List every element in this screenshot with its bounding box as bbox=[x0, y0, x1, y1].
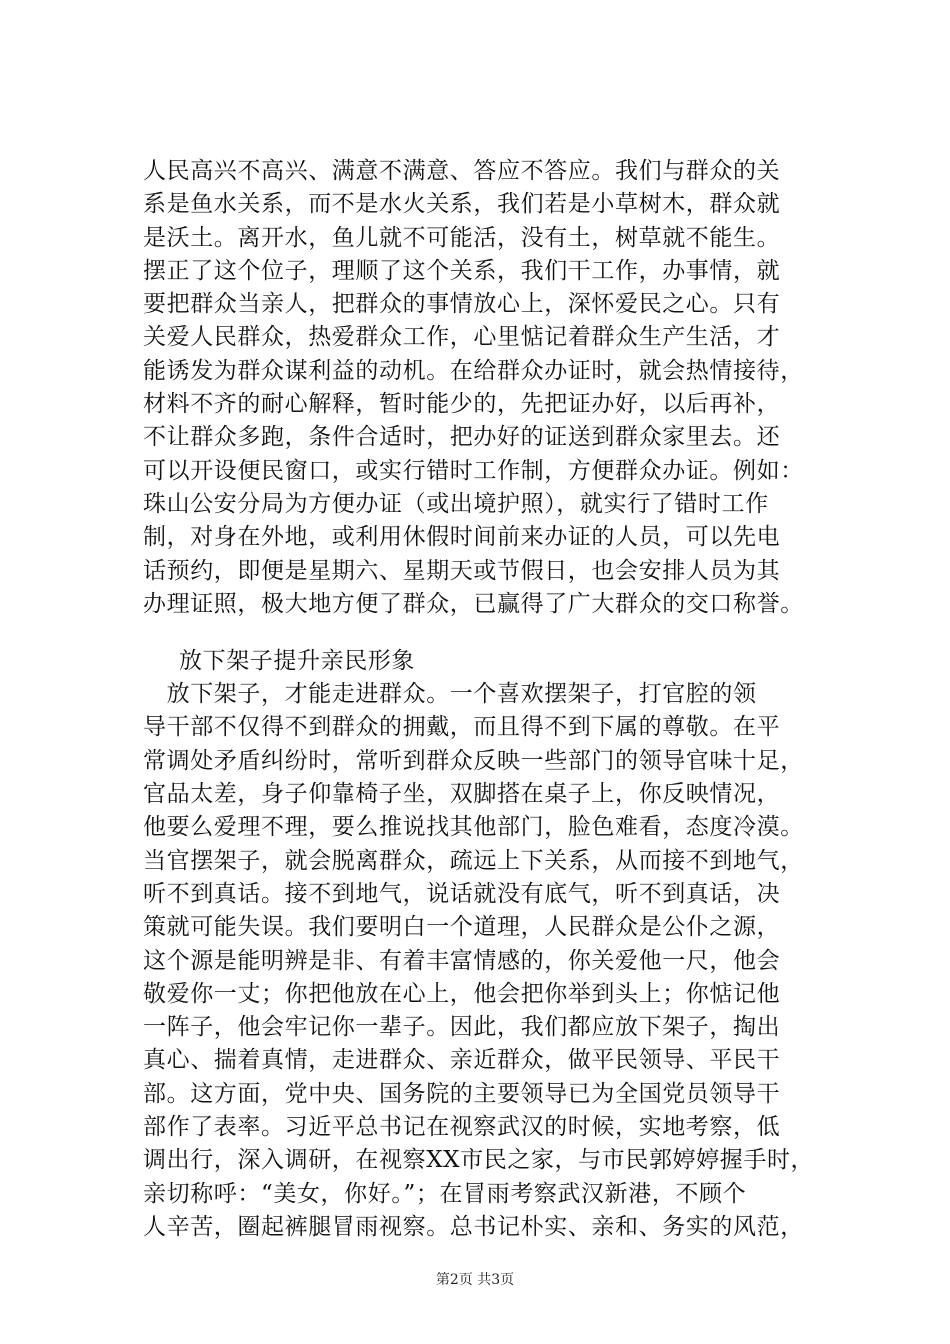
paragraph-spacer bbox=[143, 621, 843, 645]
text-line: 关爱人民群众，热爱群众工作，心里惦记着群众生产生活，才 bbox=[143, 324, 781, 351]
text-line: 亲切称呼：“美女，你好。”；在冒雨考察武汉新港，不顾个 bbox=[143, 1180, 747, 1207]
text-line: 这个源是能明辨是非、有着丰富情感的，你关爱他一尺，他会 bbox=[143, 947, 781, 974]
text-line: 当官摆架子，就会脱离群众，疏远上下关系，从而接不到地气， bbox=[143, 847, 804, 874]
text-line: 导干部不仅得不到群众的拥戴，而且得不到下属的尊敬。在平 bbox=[143, 714, 781, 741]
text-line: 常调处矛盾纠纷时，常听到群众反映一些部门的领导官味十足， bbox=[143, 747, 804, 774]
text-line: 一阵子，他会牢记你一辈子。因此，我们都应放下架子，掏出 bbox=[143, 1014, 781, 1041]
paragraph-1 bbox=[143, 155, 843, 621]
section-heading: 放下架子提升亲民形象 bbox=[179, 648, 415, 675]
text-line: 珠山公安分局为方便办证（或出境护照），就实行了错时工作 bbox=[143, 490, 769, 517]
text-line: 要把群众当亲人，把群众的事情放心上，深怀爱民之心。只有 bbox=[143, 291, 781, 318]
text-line: 摆正了这个位子，理顺了这个关系，我们干工作，办事情，就 bbox=[143, 257, 781, 284]
text-line: 调出行，深入调研，在视察XX市民之家，与市民郭婷婷握手时， bbox=[143, 1147, 815, 1174]
text-line: 部。这方面，党中央、国务院的主要领导已为全国党员领导干 bbox=[143, 1080, 781, 1107]
text-line: 人辛苦，圈起裤腿冒雨视察。总书记朴实、亲和、务实的风范， bbox=[143, 1213, 804, 1240]
text-line: 部作了表率。习近平总书记在视察武汉的时候，实地考察，低 bbox=[143, 1114, 781, 1141]
text-line: 官品太差，身子仰靠椅子坐，双脚搭在桌子上，你反映情况， bbox=[143, 781, 781, 808]
text-line: 系是鱼水关系，而不是水火关系，我们若是小草树木，群众就 bbox=[143, 191, 781, 218]
text-line: 敬爱你一丈；你把他放在心上，他会把你举到头上；你惦记他 bbox=[143, 980, 781, 1007]
text-line: 他要么爱理不理，要么推说找其他部门，脸色难看，态度冷漠。 bbox=[143, 814, 804, 841]
text-line: 策就可能失误。我们要明白一个道理，人民群众是公仆之源， bbox=[143, 914, 781, 941]
text-line: 话预约，即便是星期六、星期天或节假日，也会安排人员为其 bbox=[143, 557, 781, 584]
text-line: 听不到真话。接不到地气，说话就没有底气，听不到真话，决 bbox=[143, 880, 781, 907]
document-body bbox=[143, 155, 843, 1244]
paragraph-2 bbox=[143, 678, 843, 1244]
text-line: 办理证照，极大地方便了群众，已赢得了广大群众的交口称誉。 bbox=[143, 590, 804, 617]
text-line: 可以开设便民窗口，或实行错时工作制，方便群众办证。例如： bbox=[143, 457, 804, 484]
text-line: 真心、揣着真情，走进群众、亲近群众，做平民领导、平民干 bbox=[143, 1047, 781, 1074]
text-line: 不让群众多跑，条件合适时，把办好的证送到群众家里去。还 bbox=[143, 424, 781, 451]
page-number: 第2页 共3页 bbox=[435, 1272, 515, 1288]
text-line: 能诱发为群众谋利益的动机。在给群众办证时，就会热情接待， bbox=[143, 357, 804, 384]
text-line: 人民高兴不高兴、满意不满意、答应不答应。我们与群众的关 bbox=[143, 158, 781, 184]
text-line: 材料不齐的耐心解释，暂时能少的，先把证办好，以后再补， bbox=[143, 391, 781, 418]
text-line: 是沃土。离开水，鱼儿就不可能活，没有土，树草就不能生。 bbox=[143, 224, 781, 251]
text-line: 制，对身在外地，或利用休假时间前来办证的人员，可以先电 bbox=[143, 524, 781, 551]
text-line: 放下架子，才能走进群众。一个喜欢摆架子，打官腔的领 bbox=[143, 681, 757, 708]
